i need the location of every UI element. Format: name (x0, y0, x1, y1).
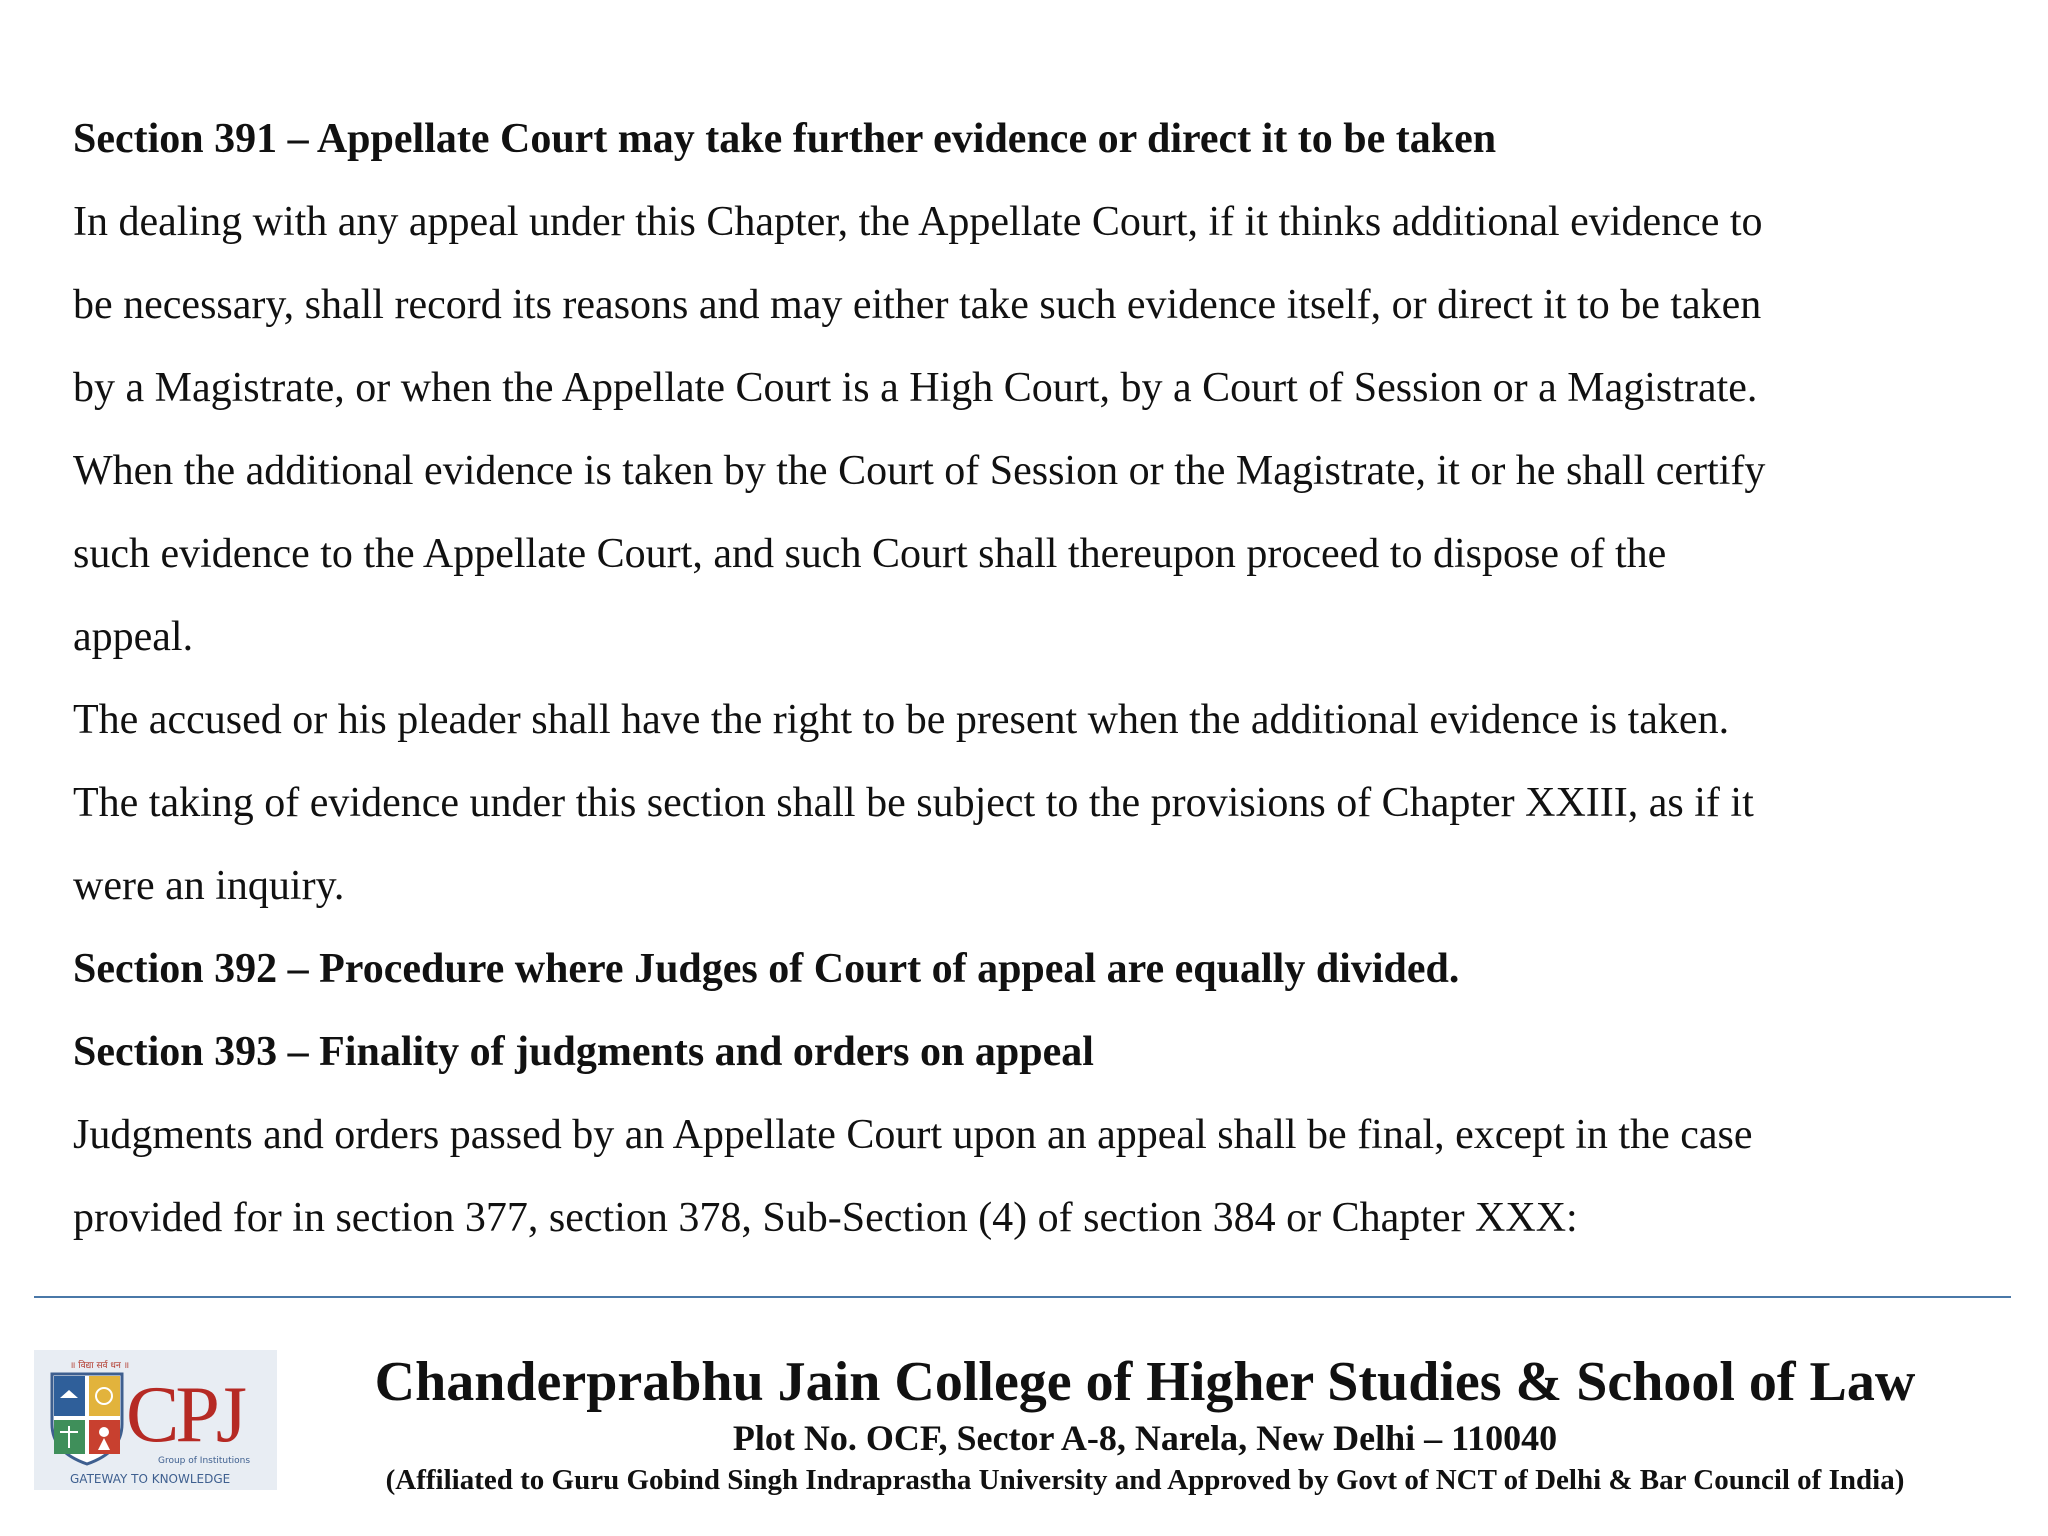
body-text-line: be necessary, shall record its reasons and may either take such evidence itself, or direct it to be taken (73, 282, 1762, 328)
college-logo (34, 1350, 277, 1490)
body-text-line: such evidence to the Appellate Court, and such Court shall thereupon proceed to dispose of the (73, 531, 1667, 577)
college-name: Chanderprabhu Jain College of Higher Studies & School of Law (374, 1351, 1916, 1413)
section-heading: Section 393 – Finality of judgments and orders on appeal (73, 1029, 1094, 1075)
body-text-line: provided for in section 377, section 378, Sub-Section (4) of section 384 or Chapter XXX: (73, 1195, 1578, 1241)
body-text-line: were an inquiry. (73, 863, 345, 909)
logo-shield-icon (48, 1370, 126, 1466)
section-heading: Section 391 – Appellate Court may take further evidence or direct it to be taken (73, 116, 1497, 162)
body-text-line: by a Magistrate, or when the Appellate Court is a High Court, by a Court of Session or a Magistrate. (73, 365, 1758, 411)
body-text-line: In dealing with any appeal under this Chapter, the Appellate Court, if it thinks additional evidence to (73, 199, 1763, 245)
body-text-line: When the additional evidence is taken by the Court of Session or the Magistrate, it or he shall certify (73, 448, 1766, 494)
footer-text-block (300, 1348, 1990, 1500)
college-affiliation: (Affiliated to Guru Gobind Singh Indraprastha University and Approved by Govt of NCT of Delhi & Bar Council of India) (385, 1464, 1905, 1496)
section-heading: Section 392 – Procedure where Judges of Court of appeal are equally divided. (73, 946, 1460, 992)
body-text-line: appeal. (73, 614, 194, 660)
college-address: Plot No. OCF, Sector A-8, Narela, New Delhi – 110040 (732, 1418, 1558, 1458)
body-text-line: Judgments and orders passed by an Appellate Court upon an appeal shall be final, except in the case (73, 1112, 1753, 1158)
logo-letters: CPJ (126, 1371, 243, 1459)
logo-top-text: ॥ विद्या सर्व धन ॥ (70, 1361, 130, 1371)
body-text-line: The taking of evidence under this section shall be subject to the provisions of Chapter XXIII, as if it (73, 780, 1754, 826)
document-body (73, 105, 1973, 1267)
footer-divider (34, 1296, 2011, 1298)
logo-tagline: GATEWAY TO KNOWLEDGE (70, 1472, 231, 1486)
body-text-line: The accused or his pleader shall have the right to be present when the additional evidence is taken. (73, 697, 1730, 743)
logo-group-text: Group of Institutions (158, 1456, 251, 1466)
